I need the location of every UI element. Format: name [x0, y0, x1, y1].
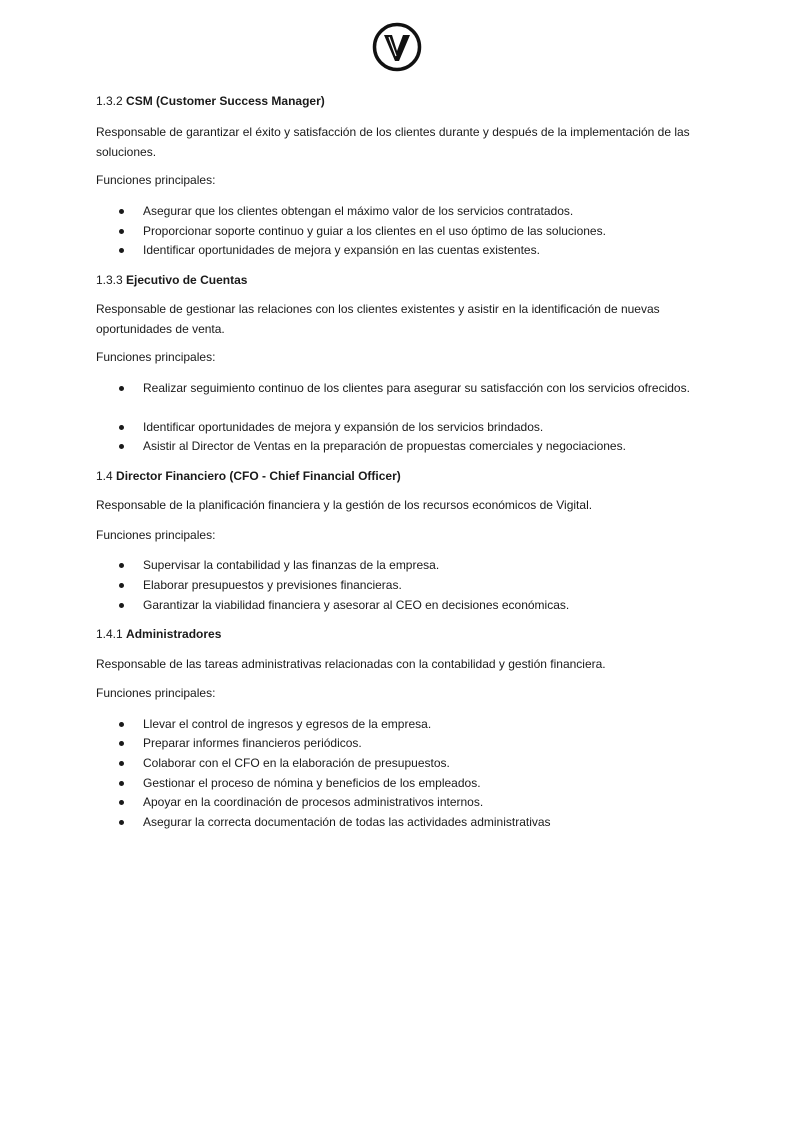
section-description: Responsable de la planificación financiera y la gestión de los recursos económicos de Vigital.	[96, 498, 593, 512]
bullet-icon	[119, 563, 124, 568]
section-description: Responsable de las tareas administrativas relacionadas con la contabilidad y gestión financiera.	[96, 657, 606, 671]
list-item: Proporcionar soporte continuo y guiar a los clientes en el uso óptimo de las soluciones.	[143, 222, 696, 242]
list-item: Apoyar en la coordinación de procesos administrativos internos.	[143, 793, 696, 813]
list-item: Asegurar que los clientes obtengan el máximo valor de los servicios contratados.	[143, 202, 696, 222]
list-item: Preparar informes financieros periódicos.	[143, 734, 696, 754]
bullet-icon	[119, 444, 124, 449]
section-description: Responsable de gestionar las relaciones con los clientes existentes y asistir en la identificación de nuevas oportunidades de venta.	[96, 302, 660, 336]
section-heading	[96, 271, 698, 291]
list-item: Elaborar presupuestos y previsiones financieras.	[143, 576, 696, 596]
bullet-icon	[119, 583, 124, 588]
vigital-logo-icon	[372, 22, 422, 72]
section-number: 1.3.3	[96, 273, 123, 287]
list-item: Garantizar la viabilidad financiera y asesorar al CEO en decisiones económicas.	[143, 596, 696, 616]
bullet-icon	[119, 209, 124, 214]
list-item: Identificar oportunidades de mejora y expansión de los servicios brindados.	[143, 418, 696, 438]
section-title: Director Financiero (CFO - Chief Financial Officer)	[116, 469, 401, 483]
section-title: Ejecutivo de Cuentas	[126, 273, 248, 287]
section-heading	[96, 92, 698, 112]
section-number: 1.4.1	[96, 627, 123, 641]
bullet-icon	[119, 741, 124, 746]
section-number: 1.4	[96, 469, 113, 483]
functions-label: Funciones principales:	[96, 528, 216, 542]
section-heading	[96, 625, 698, 645]
bullet-icon	[119, 761, 124, 766]
functions-label: Funciones principales:	[96, 350, 216, 364]
bullet-icon	[119, 722, 124, 727]
list-item: Realizar seguimiento continuo de los clientes para asegurar su satisfacción con los servicios ofrecidos.	[143, 379, 696, 399]
functions-label: Funciones principales:	[96, 173, 216, 187]
list-item: Supervisar la contabilidad y las finanzas de la empresa.	[143, 556, 696, 576]
list-item: Asegurar la correcta documentación de todas las actividades administrativas	[143, 813, 696, 833]
bullet-icon	[119, 386, 124, 391]
bullet-icon	[119, 248, 124, 253]
list-item: Colaborar con el CFO en la elaboración de presupuestos.	[143, 754, 696, 774]
list-item: Llevar el control de ingresos y egresos de la empresa.	[143, 715, 696, 735]
list-item: Gestionar el proceso de nómina y beneficios de los empleados.	[143, 774, 696, 794]
list-item: Asistir al Director de Ventas en la preparación de propuestas comerciales y negociaciones.	[143, 437, 696, 457]
section-title: CSM (Customer Success Manager)	[126, 94, 325, 108]
section-title: Administradores	[126, 627, 222, 641]
bullet-icon	[119, 425, 124, 430]
bullet-icon	[119, 820, 124, 825]
bullet-icon	[119, 800, 124, 805]
bullet-icon	[119, 603, 124, 608]
list-item: Identificar oportunidades de mejora y expansión en las cuentas existentes.	[143, 241, 696, 261]
section-heading	[96, 467, 698, 487]
bullet-icon	[119, 229, 124, 234]
functions-label: Funciones principales:	[96, 686, 216, 700]
section-description: Responsable de garantizar el éxito y satisfacción de los clientes durante y después de la implementación de las soluciones.	[96, 125, 690, 159]
section-number: 1.3.2	[96, 94, 123, 108]
bullet-icon	[119, 781, 124, 786]
